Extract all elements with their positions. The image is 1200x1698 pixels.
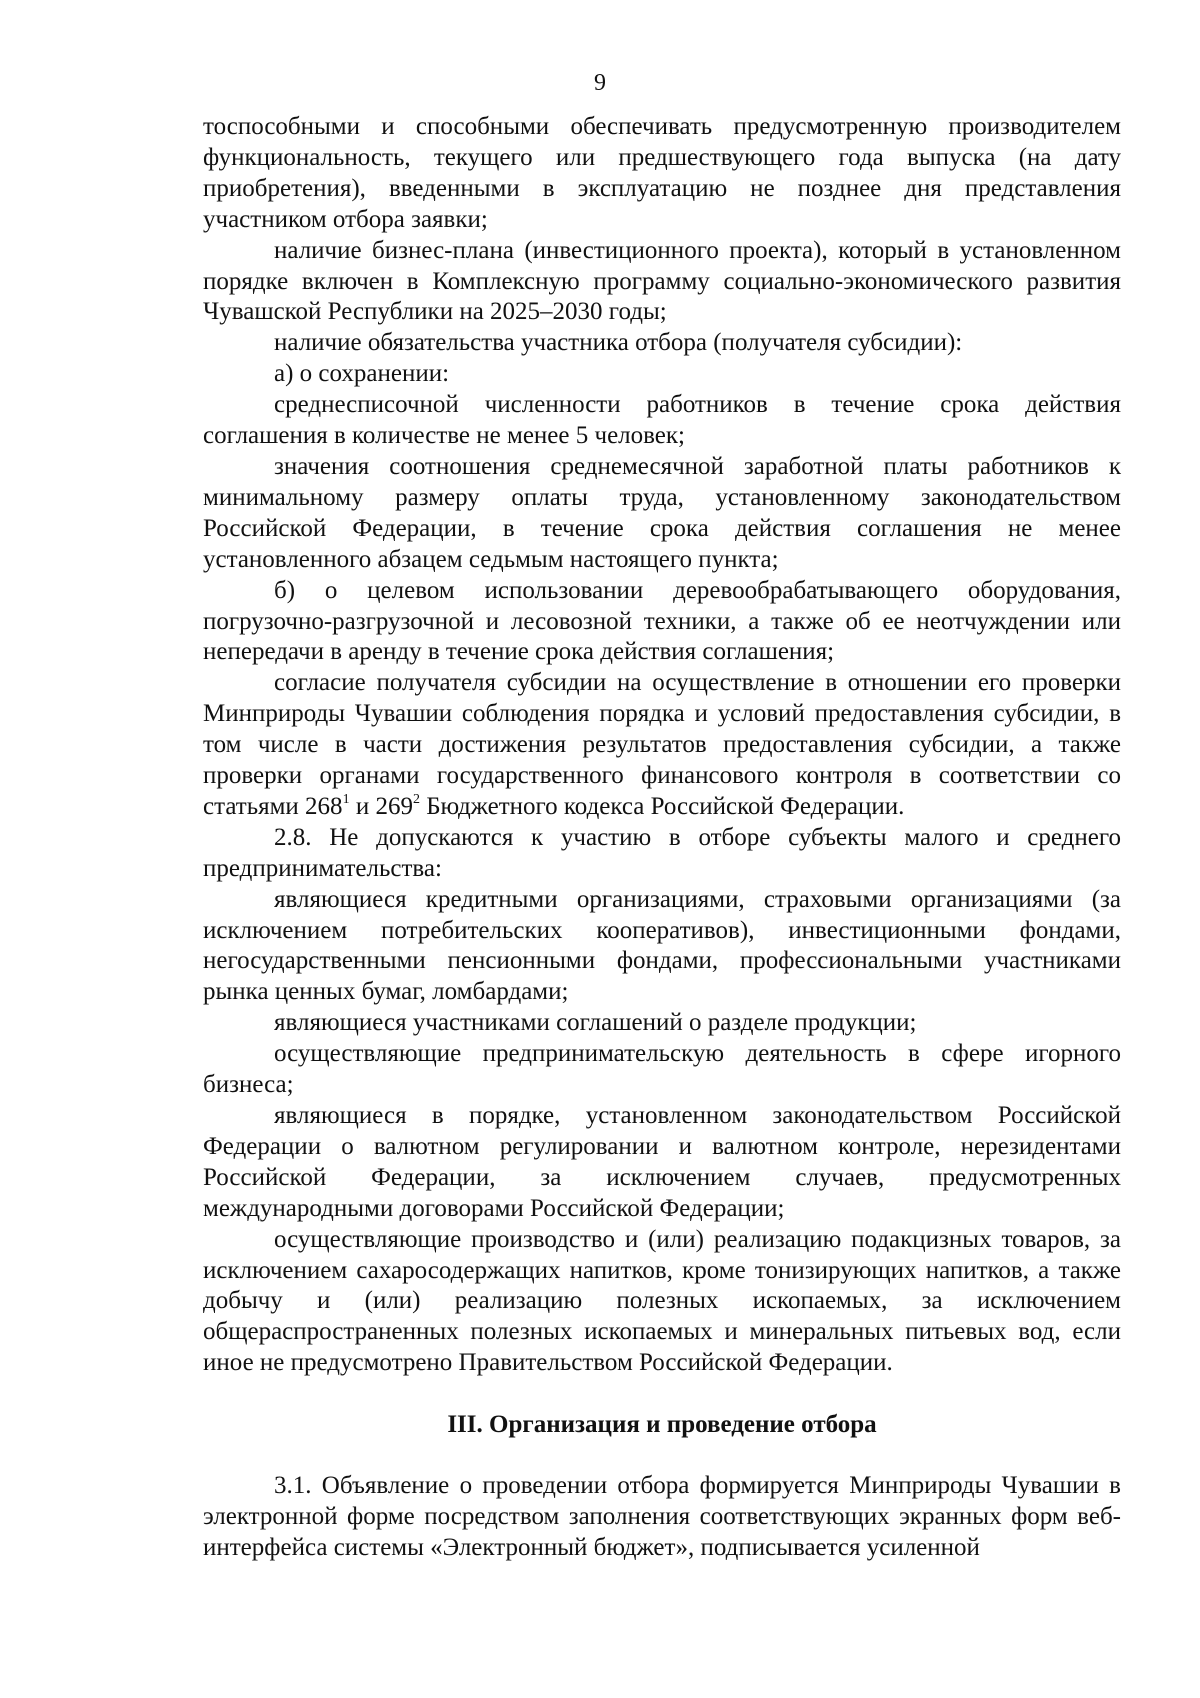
paragraph-headcount: среднесписочной численности работников в течение срока действия соглашения в количестве не менее 5 человек;: [203, 391, 1121, 450]
paragraph-item-b: б) о целевом использовании деревообрабатывающего оборудования, погрузочно-разгрузочной и лесовозной техники, а также об ее неотчуждении или непередачи в аренду в течение срока действия соглашения;: [203, 576, 1121, 666]
paragraph-obligation: наличие обязательства участника отбора (получателя субсидии):: [274, 329, 963, 357]
paragraph-3-1: 3.1. Объявление о проведении отбора формируется Минприроды Чувашии в электронной форме посредством заполнения соответствующих экранных форм веб-интерфейса системы «Электронный бюджет», подписывается усиленной: [203, 1472, 1121, 1561]
consent-text-part1: согласие получателя субсидии на осуществление в отношении его проверки Минприроды Чувашии соблюдения порядка и условий предоставления субсидии, в том числе в части достижения результатов предоставления субсидии, а также проверки органами государственного финансового контроля в соответствии со статьями 268: [203, 669, 1121, 820]
paragraph-wage-ratio: значения соотношения среднемесячной заработной платы работников к минимальному размеру оплаты труда, установленному законодательством Российской Федерации, в течение срока действия соглашения не менее установленного абзацем седьмым настоящего пункта;: [203, 452, 1121, 573]
paragraph-psa: являющиеся участниками соглашений о разделе продукции;: [274, 1009, 917, 1037]
paragraph-excise: осуществляющие производство и (или) реализацию подакцизных товаров, за исключением сахаросодержащих напитков, кроме тонизирующих напитков, а также добычу и (или) реализацию полезных ископаемых, за исключением общераспространенных полезных ископаемых и минеральных питьевых вод, если иное не предусмотрено Правительством Российской Федерации.: [203, 1225, 1121, 1377]
superscript-1: 1: [342, 791, 350, 807]
paragraph-gambling: осуществляющие предпринимательскую деятельность в сфере игорного бизнеса;: [203, 1040, 1121, 1099]
paragraph-credit-orgs: являющиеся кредитными организациями, страховыми организациями (за исключением потребительских кооперативов), инвестиционными фондами, негосударственными пенсионными фондами, профессиональными участниками рынка ценных бумаг, ломбардами;: [203, 885, 1121, 1006]
paragraph-nonresidents: являющиеся в порядке, установленном законодательством Российской Федерации о валютном регулировании и валютном контроле, нерезидентами Российской Федерации, за исключением случаев, предусмотренных международными договорами Российской Федерации;: [203, 1102, 1121, 1222]
document-body: [203, 112, 1121, 1564]
paragraph-business-plan: наличие бизнес-плана (инвестиционного проекта), который в установленном порядке включен в Комплексную программу социально-экономического развития Чувашской Республики на 2025–2030 годы;: [203, 236, 1121, 326]
paragraph-consent: [203, 668, 1121, 823]
page-number: 9: [594, 70, 606, 96]
consent-text-part2: и 269: [349, 792, 413, 820]
superscript-2: 2: [412, 791, 420, 807]
paragraph-continuation: тоспособными и способными обеспечивать предусмотренную производителем функциональность, текущего или предшествующего года выпуска (на дату приобретения), введенными в эксплуатацию не позднее дня представления участником отбора заявки;: [203, 113, 1121, 233]
paragraph-item-a: а) о сохранении:: [274, 360, 450, 388]
section-heading: III. Организация и проведение отбора: [447, 1411, 877, 1439]
paragraph-2-8: 2.8. Не допускаются к участию в отборе субъекты малого и среднего предпринимательства:: [203, 823, 1121, 882]
consent-text-part3: Бюджетного кодекса Российской Федерации.: [419, 792, 905, 820]
